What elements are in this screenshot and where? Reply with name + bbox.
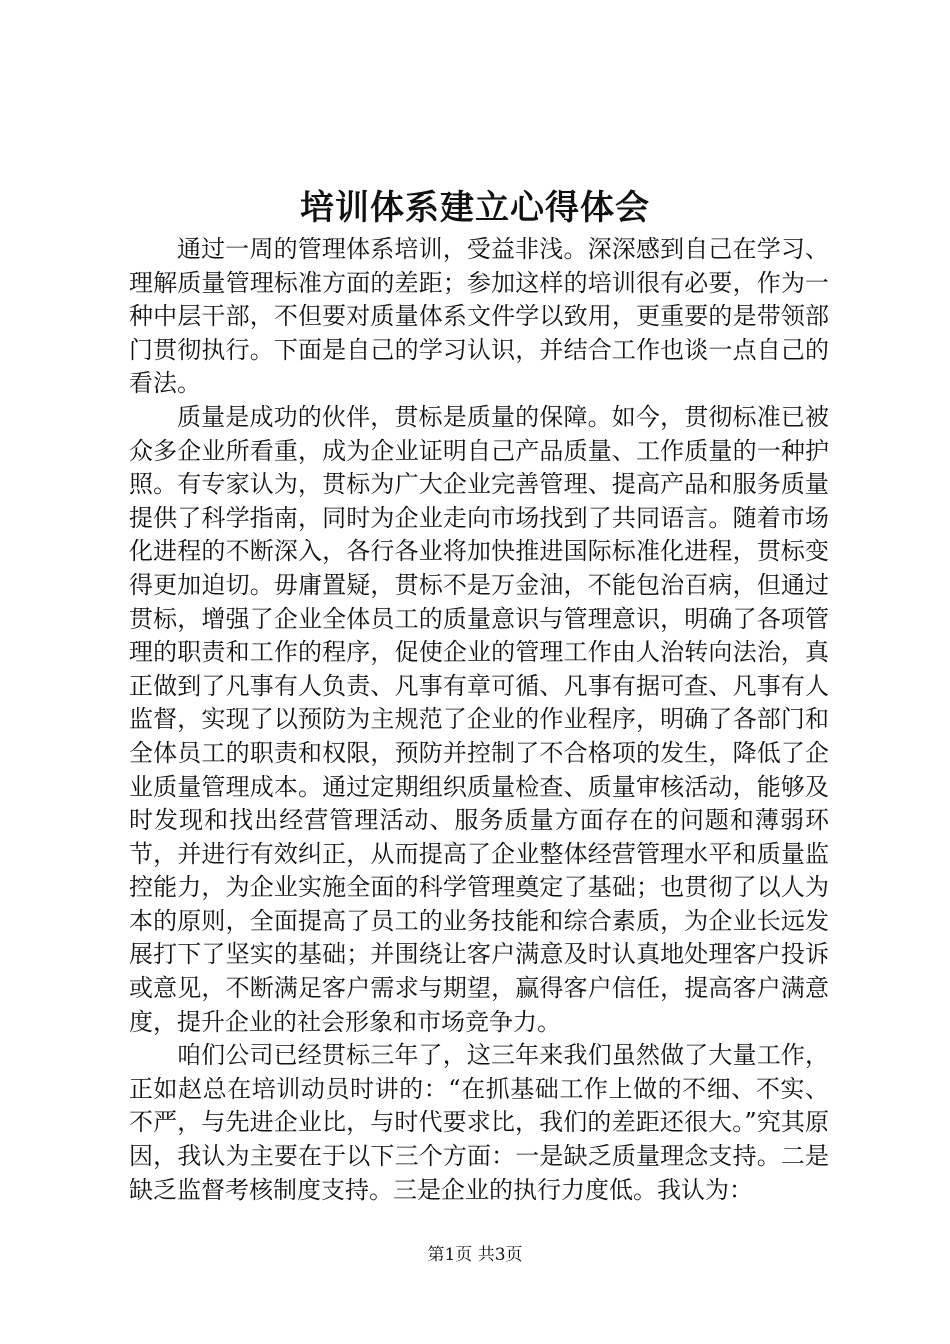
paragraph-3: 咱们公司已经贯标三年了，这三年来我们虽然做了大量工作，正如赵总在培训动员时讲的：“在抓基础工作上做的不细、不实、不严，与先进企业比，与时代要求比，我们的差距还很大。”究其原因，我认为主要在于以下三个方面：一是缺乏质量理念支持。二是缺乏监督考核制度支持。三是企业的执行力度低。我认为： (129, 1041, 829, 1204)
paragraph-1: 通过一周的管理体系培训，受益非浅。深深感到自己在学习、理解质量管理标准方面的差距；参加这样的培训很有必要，作为一种中层干部，不但要对质量体系文件学以致用，更重要的是带领部门贯彻执行。下面是自己的学习认识，并结合工作也谈一点自己的看法。 (129, 235, 829, 398)
page-footer: 第1页 共3页 (427, 1245, 523, 1265)
document-title: 培训体系建立心得体会 (300, 188, 650, 228)
document-body (129, 233, 829, 1207)
paragraph-2: 质量是成功的伙伴，贯标是质量的保障。如今，贯彻标准已被众多企业所看重，成为企业证明自己产品质量、工作质量的一种护照。有专家认为，贯标为广大企业完善管理、提高产品和服务质量提供了科学指南，同时为企业走向市场找到了共同语言。随着市场化进程的不断深入，各行各业将加快推进国际标准化进程，贯标变得更加迫切。毋庸置疑，贯标不是万金油，不能包治百病，但通过贯标，增强了企业全体员工的质量意识与管理意识，明确了各项管理的职责和工作的程序，促使企业的管理工作由人治转向法治，真正做到了凡事有人负责、凡事有章可循、凡事有据可查、凡事有人监督，实现了以预防为主规范了企业的作业程序，明确了各部门和全体员工的职责和权限，预防并控制了不合格项的发生，降低了企业质量管理成本。通过定期组织质量检查、质量审核活动，能够及时发现和找出经营管理活动、服务质量方面存在的问题和薄弱环节，并进行有效纠正，从而提高了企业整体经营管理水平和质量监控能力，为企业实施全面的科学管理奠定了基础；也贯彻了以人为本的原则，全面提高了员工的业务技能和综合素质，为企业长远发展打下了坚实的基础；并围绕让客户满意及时认真地处理客户投诉或意见，不断满足客户需求与期望，赢得客户信任，提高客户满意度，提升企业的社会形象和市场竞争力。 (129, 402, 829, 1036)
